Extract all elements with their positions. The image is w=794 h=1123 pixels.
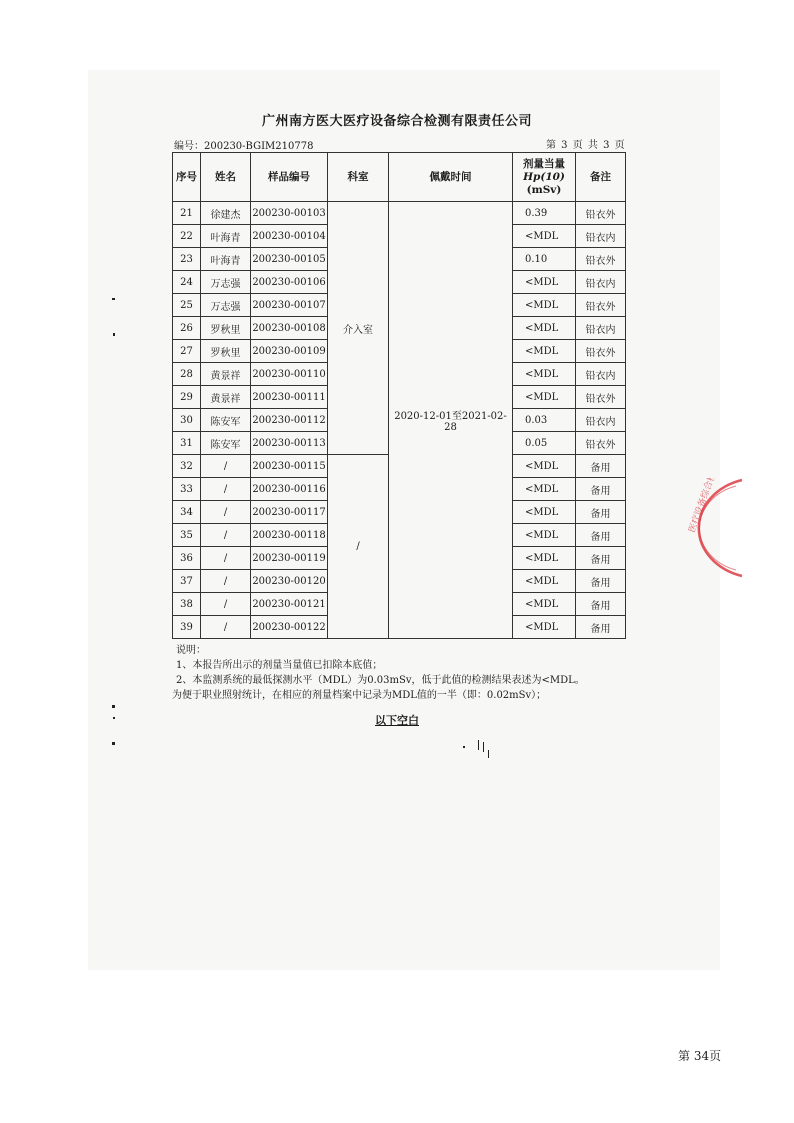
cell-sample: 200230-00110 bbox=[251, 363, 328, 386]
cell-no: 22 bbox=[173, 225, 201, 248]
scan-mark bbox=[488, 750, 489, 758]
cell-no: 26 bbox=[173, 317, 201, 340]
cell-dose: <MDL bbox=[513, 593, 576, 616]
cell-dose: <MDL bbox=[513, 524, 576, 547]
cell-remark: 备用 bbox=[576, 616, 626, 639]
cell-no: 28 bbox=[173, 363, 201, 386]
cell-no: 36 bbox=[173, 547, 201, 570]
blank-below-marker: 以下空白 bbox=[375, 714, 419, 727]
header-sample: 样品编号 bbox=[251, 153, 328, 202]
cell-dose: <MDL bbox=[513, 317, 576, 340]
scan-mark bbox=[113, 717, 115, 719]
cell-sample: 200230-00111 bbox=[251, 386, 328, 409]
report-code bbox=[174, 137, 313, 152]
header-dose-line2: Hp(10) bbox=[523, 170, 565, 183]
cell-dose: <MDL bbox=[513, 386, 576, 409]
svg-text:医疗设备综合检测: 医疗设备综合检测 bbox=[687, 478, 722, 535]
seal-stamp bbox=[672, 478, 762, 578]
cell-name: / bbox=[201, 478, 251, 501]
cell-no: 38 bbox=[173, 593, 201, 616]
cell-sample: 200230-00121 bbox=[251, 593, 328, 616]
cell-sample: 200230-00116 bbox=[251, 478, 328, 501]
header-period: 佩戴时间 bbox=[389, 153, 513, 202]
footer-page-number: 第 34页 bbox=[678, 1049, 722, 1063]
cell-no: 31 bbox=[173, 432, 201, 455]
table-row bbox=[173, 202, 626, 225]
cell-name: 陈安军 bbox=[201, 409, 251, 432]
cell-sample: 200230-00106 bbox=[251, 271, 328, 294]
cell-dose: 0.39 bbox=[513, 202, 576, 225]
dose-table bbox=[172, 152, 626, 639]
cell-no: 33 bbox=[173, 478, 201, 501]
header-dose bbox=[513, 153, 576, 202]
cell-sample: 200230-00112 bbox=[251, 409, 328, 432]
cell-remark: 铅衣内 bbox=[576, 225, 626, 248]
header-dept: 科室 bbox=[328, 153, 389, 202]
report-code-value: 200230-BGIM210778 bbox=[204, 141, 314, 152]
cell-no: 30 bbox=[173, 409, 201, 432]
notes-line2: 2、本监测系统的最低探测水平（MDL）为0.03mSv，低于此值的检测结果表述为<MDL。 bbox=[176, 675, 585, 686]
cell-no: 32 bbox=[173, 455, 201, 478]
cell-sample: 200230-00113 bbox=[251, 432, 328, 455]
cell-remark: 铅衣外 bbox=[576, 294, 626, 317]
cell-dose: 0.10 bbox=[513, 248, 576, 271]
cell-remark: 备用 bbox=[576, 524, 626, 547]
cell-dept-group1: 介入室 bbox=[328, 202, 389, 455]
cell-dose: <MDL bbox=[513, 547, 576, 570]
report-code-label: 编号： bbox=[174, 141, 204, 152]
cell-name: 罗秋里 bbox=[201, 317, 251, 340]
cell-sample: 200230-00104 bbox=[251, 225, 328, 248]
cell-no: 21 bbox=[173, 202, 201, 225]
cell-dose: <MDL bbox=[513, 501, 576, 524]
notes bbox=[172, 643, 585, 703]
cell-remark: 铅衣内 bbox=[576, 409, 626, 432]
scan-mark bbox=[113, 333, 115, 336]
cell-dose: <MDL bbox=[513, 363, 576, 386]
cell-dose: <MDL bbox=[513, 570, 576, 593]
cell-dose: <MDL bbox=[513, 294, 576, 317]
notes-title: 说明： bbox=[176, 645, 206, 656]
cell-sample: 200230-00109 bbox=[251, 340, 328, 363]
notes-line1: 1、本报告所出示的剂量当量值已扣除本底值； bbox=[176, 660, 383, 671]
scan-mark bbox=[463, 746, 465, 748]
cell-name: 万志强 bbox=[201, 271, 251, 294]
cell-sample: 200230-00105 bbox=[251, 248, 328, 271]
cell-remark: 铅衣内 bbox=[576, 271, 626, 294]
cell-remark: 铅衣内 bbox=[576, 317, 626, 340]
cell-no: 25 bbox=[173, 294, 201, 317]
scan-mark bbox=[112, 742, 115, 745]
cell-remark: 铅衣外 bbox=[576, 340, 626, 363]
cell-name: / bbox=[201, 593, 251, 616]
cell-remark: 备用 bbox=[576, 501, 626, 524]
header-dose-line3: (mSv) bbox=[526, 183, 562, 196]
cell-no: 37 bbox=[173, 570, 201, 593]
cell-period: 2020-12-01至2021-02-28 bbox=[389, 202, 513, 639]
cell-name: / bbox=[201, 501, 251, 524]
cell-dose: 0.05 bbox=[513, 432, 576, 455]
cell-name: 陈安军 bbox=[201, 432, 251, 455]
cell-no: 27 bbox=[173, 340, 201, 363]
cell-sample: 200230-00107 bbox=[251, 294, 328, 317]
cell-name: / bbox=[201, 570, 251, 593]
cell-dose: 0.03 bbox=[513, 409, 576, 432]
scan-mark bbox=[483, 742, 484, 752]
page-of-label: 第 3 页 共 3 页 bbox=[546, 140, 626, 151]
cell-remark: 备用 bbox=[576, 593, 626, 616]
cell-name: 叶海青 bbox=[201, 225, 251, 248]
cell-name: / bbox=[201, 524, 251, 547]
cell-name: 叶海青 bbox=[201, 248, 251, 271]
header-remark: 备注 bbox=[576, 153, 626, 202]
cell-name: / bbox=[201, 455, 251, 478]
cell-no: 29 bbox=[173, 386, 201, 409]
notes-line3: 为便于职业照射统计，在相应的剂量档案中记录为MDL值的一半（即：0.02mSv）； bbox=[172, 690, 547, 701]
cell-dose: <MDL bbox=[513, 478, 576, 501]
cell-sample: 200230-00115 bbox=[251, 455, 328, 478]
cell-dose: <MDL bbox=[513, 271, 576, 294]
cell-dose: <MDL bbox=[513, 455, 576, 478]
scan-mark bbox=[478, 740, 479, 750]
cell-name: 黄景祥 bbox=[201, 363, 251, 386]
cell-no: 23 bbox=[173, 248, 201, 271]
header-dose-line1: 剂量当量 bbox=[523, 157, 565, 170]
cell-sample: 200230-00122 bbox=[251, 616, 328, 639]
cell-dose: <MDL bbox=[513, 225, 576, 248]
cell-name: 万志强 bbox=[201, 294, 251, 317]
cell-name: / bbox=[201, 547, 251, 570]
cell-no: 34 bbox=[173, 501, 201, 524]
seal-stamp-graphic bbox=[672, 478, 762, 578]
cell-remark: 铅衣外 bbox=[576, 248, 626, 271]
cell-dose: <MDL bbox=[513, 340, 576, 363]
cell-remark: 铅衣内 bbox=[576, 363, 626, 386]
scan-mark bbox=[112, 705, 115, 708]
cell-remark: 备用 bbox=[576, 455, 626, 478]
cell-no: 39 bbox=[173, 616, 201, 639]
cell-remark: 备用 bbox=[576, 570, 626, 593]
cell-no: 24 bbox=[173, 271, 201, 294]
cell-sample: 200230-00108 bbox=[251, 317, 328, 340]
header-no: 序号 bbox=[173, 153, 201, 202]
cell-no: 35 bbox=[173, 524, 201, 547]
cell-remark: 铅衣外 bbox=[576, 386, 626, 409]
header-name: 姓名 bbox=[201, 153, 251, 202]
cell-remark: 备用 bbox=[576, 547, 626, 570]
company-title: 广州南方医大医疗设备综合检测有限责任公司 bbox=[261, 114, 532, 129]
cell-remark: 铅衣外 bbox=[576, 202, 626, 225]
cell-sample: 200230-00118 bbox=[251, 524, 328, 547]
cell-name: 徐建杰 bbox=[201, 202, 251, 225]
cell-sample: 200230-00103 bbox=[251, 202, 328, 225]
cell-remark: 备用 bbox=[576, 478, 626, 501]
cell-name: 罗秋里 bbox=[201, 340, 251, 363]
cell-remark: 铅衣外 bbox=[576, 432, 626, 455]
cell-sample: 200230-00119 bbox=[251, 547, 328, 570]
cell-sample: 200230-00117 bbox=[251, 501, 328, 524]
cell-dept-group2: / bbox=[328, 455, 389, 639]
cell-name: / bbox=[201, 616, 251, 639]
cell-sample: 200230-00120 bbox=[251, 570, 328, 593]
cell-dose: <MDL bbox=[513, 616, 576, 639]
cell-name: 黄景祥 bbox=[201, 386, 251, 409]
scan-mark bbox=[112, 298, 115, 300]
